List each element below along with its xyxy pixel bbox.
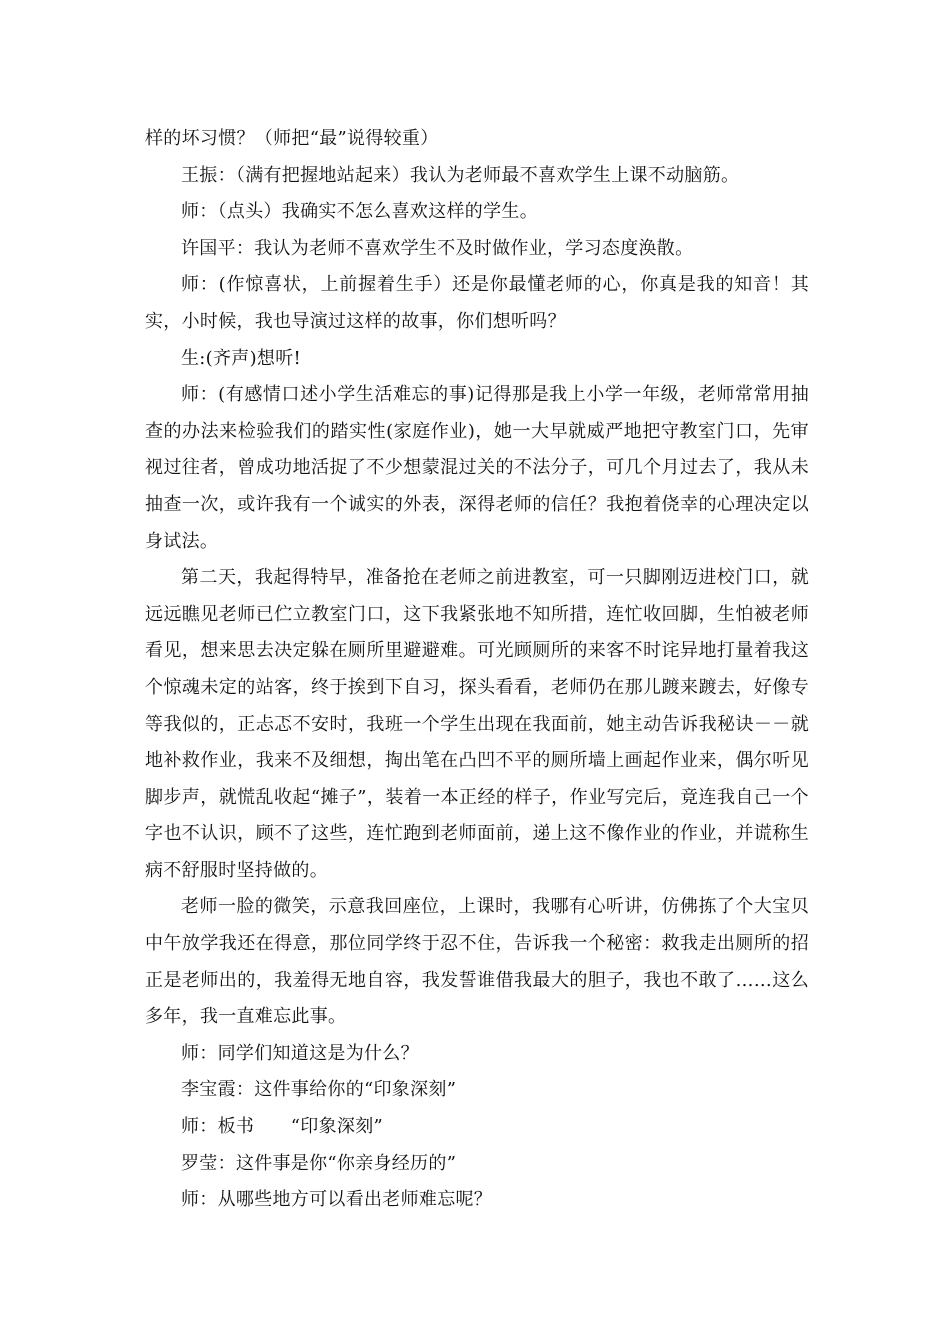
paragraph: 样的坏习惯？（师把“最”说得较重） xyxy=(145,128,439,149)
paragraph: 师：(有感情口述小学生活难忘的事)记得那是我上小学一年级，老师常常用抽查的办法来检验我们的踏实性(家庭作业)，她一大早就威严地把守教室门口，先审视过往者，曾成功地活捉了不少想蒙混过关的不法分子，可几个月过去了，我从未抽查一次，或许我有一个诚实的外表，深得老师的信任？我抱着侥幸的心理决定以身试法。 xyxy=(145,384,809,552)
paragraph: 师：(作惊喜状，上前握着生手）还是你最懂老师的心，你真是我的知音！其实，小时候，我也导演过这样的故事，你们想听吗？ xyxy=(145,274,809,332)
paragraph: 生:(齐声)想听! xyxy=(181,347,302,369)
paragraph: 师：同学们知道这是为什么？ xyxy=(181,1042,419,1064)
paragraph: 第二天，我起得特早，准备抢在老师之前进教室，可一只脚刚迈进校门口，就远远瞧见老师已伫立教室门口，这下我紧张地不知所措，连忙收回脚，生怕被老师看见，想来思去决定躲在厕所里避避难。可光顾厕所的来客不时诧异地打量着我这个惊魂未定的站客，终于挨到下自习，探头看看，老师仍在那儿踱来踱去，好像专等我似的，正忐忑不安时，我班一个学生出现在我面前，她主动告诉我秘诀－－就地补救作业，我来不及细想，掏出笔在凸凹不平的厕所墙上画起作业来，偶尔听见脚步声，就慌乱收起“摊子”，装着一本正经的样子，作业写完后，竟连我自己一个字也不认识，顾不了这些，连忙跑到老师面前，递上这不像作业的作业，并谎称生病不舒服时坚持做的。 xyxy=(145,567,809,881)
paragraph: 师：板书 “印象深刻” xyxy=(181,1116,384,1138)
paragraph: 师：从哪些地方可以看出老师难忘呢？ xyxy=(181,1189,493,1211)
paragraph: 师：（点头）我确实不怎么喜欢这样的学生。 xyxy=(181,201,538,223)
paragraph: 王振：（满有把握地站起来）我认为老师最不喜欢学生上课不动脑筋。 xyxy=(181,164,740,186)
paragraph: 李宝霞：这件事给你的“印象深刻” xyxy=(181,1079,457,1101)
paragraph: 罗莹：这件事是你“你亲身经历的” xyxy=(181,1152,457,1174)
paragraph: 老师一脸的微笑，示意我回座位，上课时，我哪有心听讲，仿佛拣了个大宝贝中午放学我还在得意，那位同学终于忍不住，告诉我一个秘密：救我走出厕所的招正是老师出的，我羞得无地自容，我发誓谁借我最大的胆子，我也不敢了……这么多年，我一直难忘此事。 xyxy=(145,896,809,1028)
document-body xyxy=(145,121,809,1219)
paragraph: 许国平：我认为老师不喜欢学生不及时做作业，学习态度涣散。 xyxy=(181,237,694,259)
